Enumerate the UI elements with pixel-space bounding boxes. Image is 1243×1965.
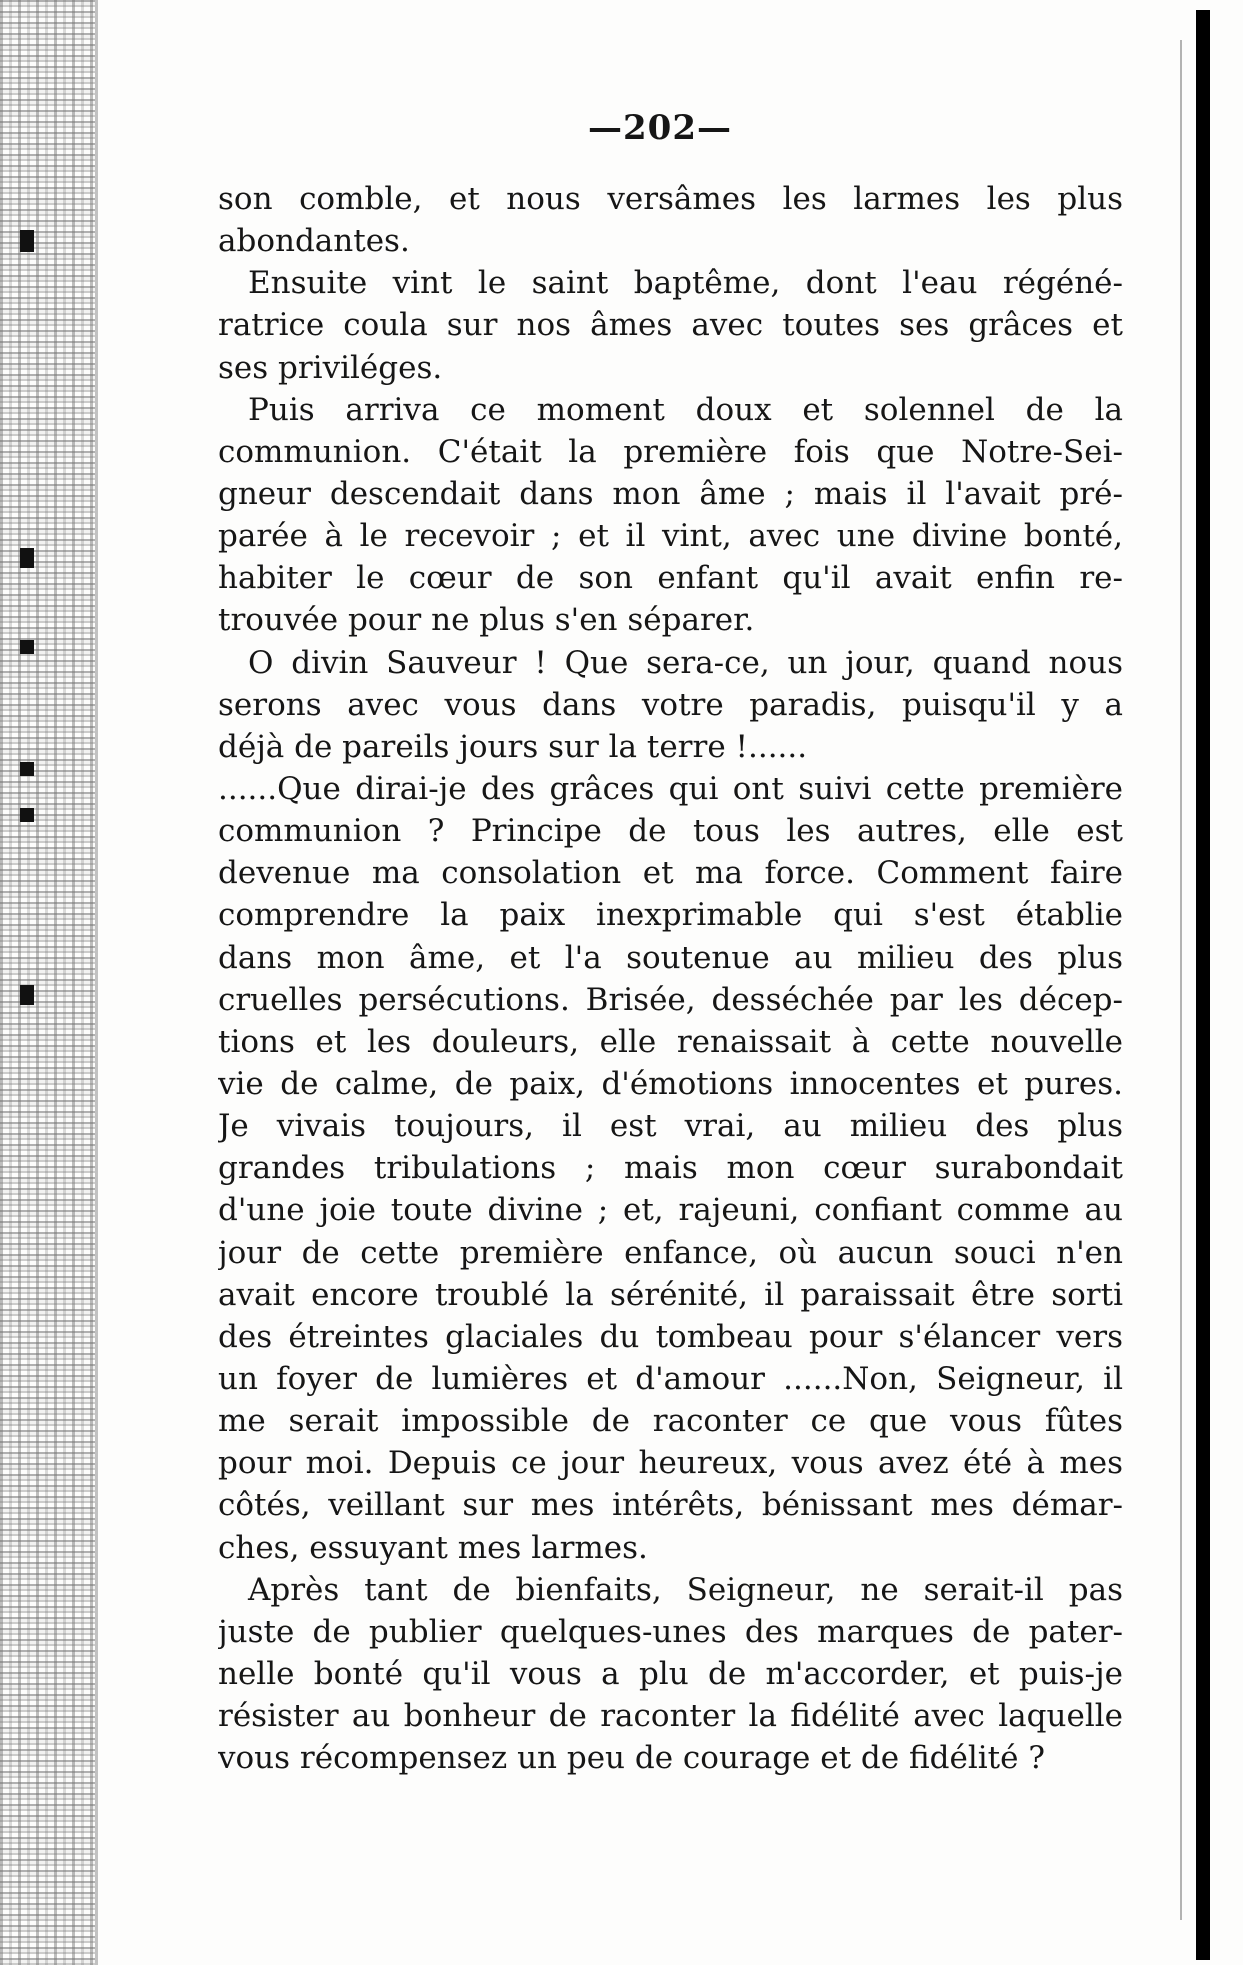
text-line: tions et les douleurs, elle renaissait à cette nouvelle [218,1023,1123,1060]
text-line: habiter le cœur de son enfant qu'il avait enfin re- [218,560,1123,597]
text-line: vous récompensez un peu de courage et de fidélité ? [218,1740,1045,1777]
text-line: gneur descendait dans mon âme ; mais il l'avait pré- [218,475,1123,512]
page-number: —202— [588,108,732,148]
text-line: des étreintes glaciales du tombeau pour s'élancer vers [218,1318,1123,1355]
gutter-mark [20,808,34,822]
text-line: un foyer de lumières et d'amour ......Non, Seigneur, il [218,1360,1123,1397]
text-line: nelle bonté qu'il vous a plu de m'accorder, et puis-je [218,1655,1123,1692]
text-line: vie de calme, de paix, d'émotions innocentes et pures. [218,1065,1123,1102]
text-line: comprendre la paix inexprimable qui s'est établie [218,897,1123,934]
text-line: me serait impossible de raconter ce que vous fûtes [218,1403,1123,1440]
text-line: déjà de pareils jours sur la terre !...... [218,728,808,765]
binding-gutter [0,0,95,1965]
text-line: résister au bonheur de raconter la fidélité avec laquelle [218,1698,1123,1735]
text-line: abondantes. [218,223,410,260]
text-line: communion ? Principe de tous les autres, elle est [218,813,1123,850]
gutter-mark [20,230,34,252]
text-line: pour moi. Depuis ce jour heureux, vous avez été à mes [218,1445,1123,1482]
gutter-mark [20,985,34,1005]
text-line: serons avec vous dans votre paradis, puisqu'il y a [218,686,1123,723]
text-line: devenue ma consolation et ma force. Comment faire [218,855,1123,892]
text-line: son comble, et nous versâmes les larmes les plus [218,181,1123,217]
gutter-edge [95,0,98,1965]
text-line: avait encore troublé la sérénité, il paraissait être sorti [218,1276,1123,1313]
text-line: Je vivais toujours, il est vrai, au milieu des plus [218,1108,1123,1145]
right-border-rule [1196,10,1210,1960]
text-line: juste de publier quelques-unes des marques de pater- [218,1613,1123,1650]
text-line: grandes tribulations ; mais mon cœur surabondait [218,1150,1123,1187]
text-line: Après tant de bienfaits, Seigneur, ne serait-il pas [248,1571,1123,1608]
text-line: Puis arriva ce moment doux et solennel de la [248,391,1123,428]
gutter-mark [20,548,34,568]
text-line: ratrice coula sur nos âmes avec toutes ses grâces et [218,307,1123,344]
text-line: ches, essuyant mes larmes. [218,1529,648,1566]
text-line: dans mon âme, et l'a soutenue au milieu des plus [218,939,1123,976]
text-line: parée à le recevoir ; et il vint, avec une divine bonté, [218,518,1123,555]
text-line: d'une joie toute divine ; et, rajeuni, confiant comme au [218,1192,1123,1229]
gutter-mark [20,640,34,654]
text-line: jour de cette première enfance, où aucun souci n'en [218,1234,1123,1271]
text-line: côtés, veillant sur mes intérêts, bénissant mes démar- [218,1487,1123,1524]
text-line: Ensuite vint le saint baptême, dont l'eau régéné- [248,265,1123,302]
text-line: O divin Sauveur ! Que sera-ce, un jour, quand nous [248,644,1123,681]
text-line: trouvée pour ne plus s'en séparer. [218,602,755,639]
text-line: ses priviléges. [218,349,443,386]
gutter-mark [20,762,34,776]
body-text [218,178,1123,1779]
text-line: communion. C'était la première fois que Notre-Sei- [218,433,1123,470]
text-line: ......Que dirai-je des grâces qui ont suivi cette première [218,770,1123,807]
right-edge-shadow [1180,40,1182,1920]
text-line: cruelles persécutions. Brisée, desséchée par les décep- [218,981,1123,1018]
